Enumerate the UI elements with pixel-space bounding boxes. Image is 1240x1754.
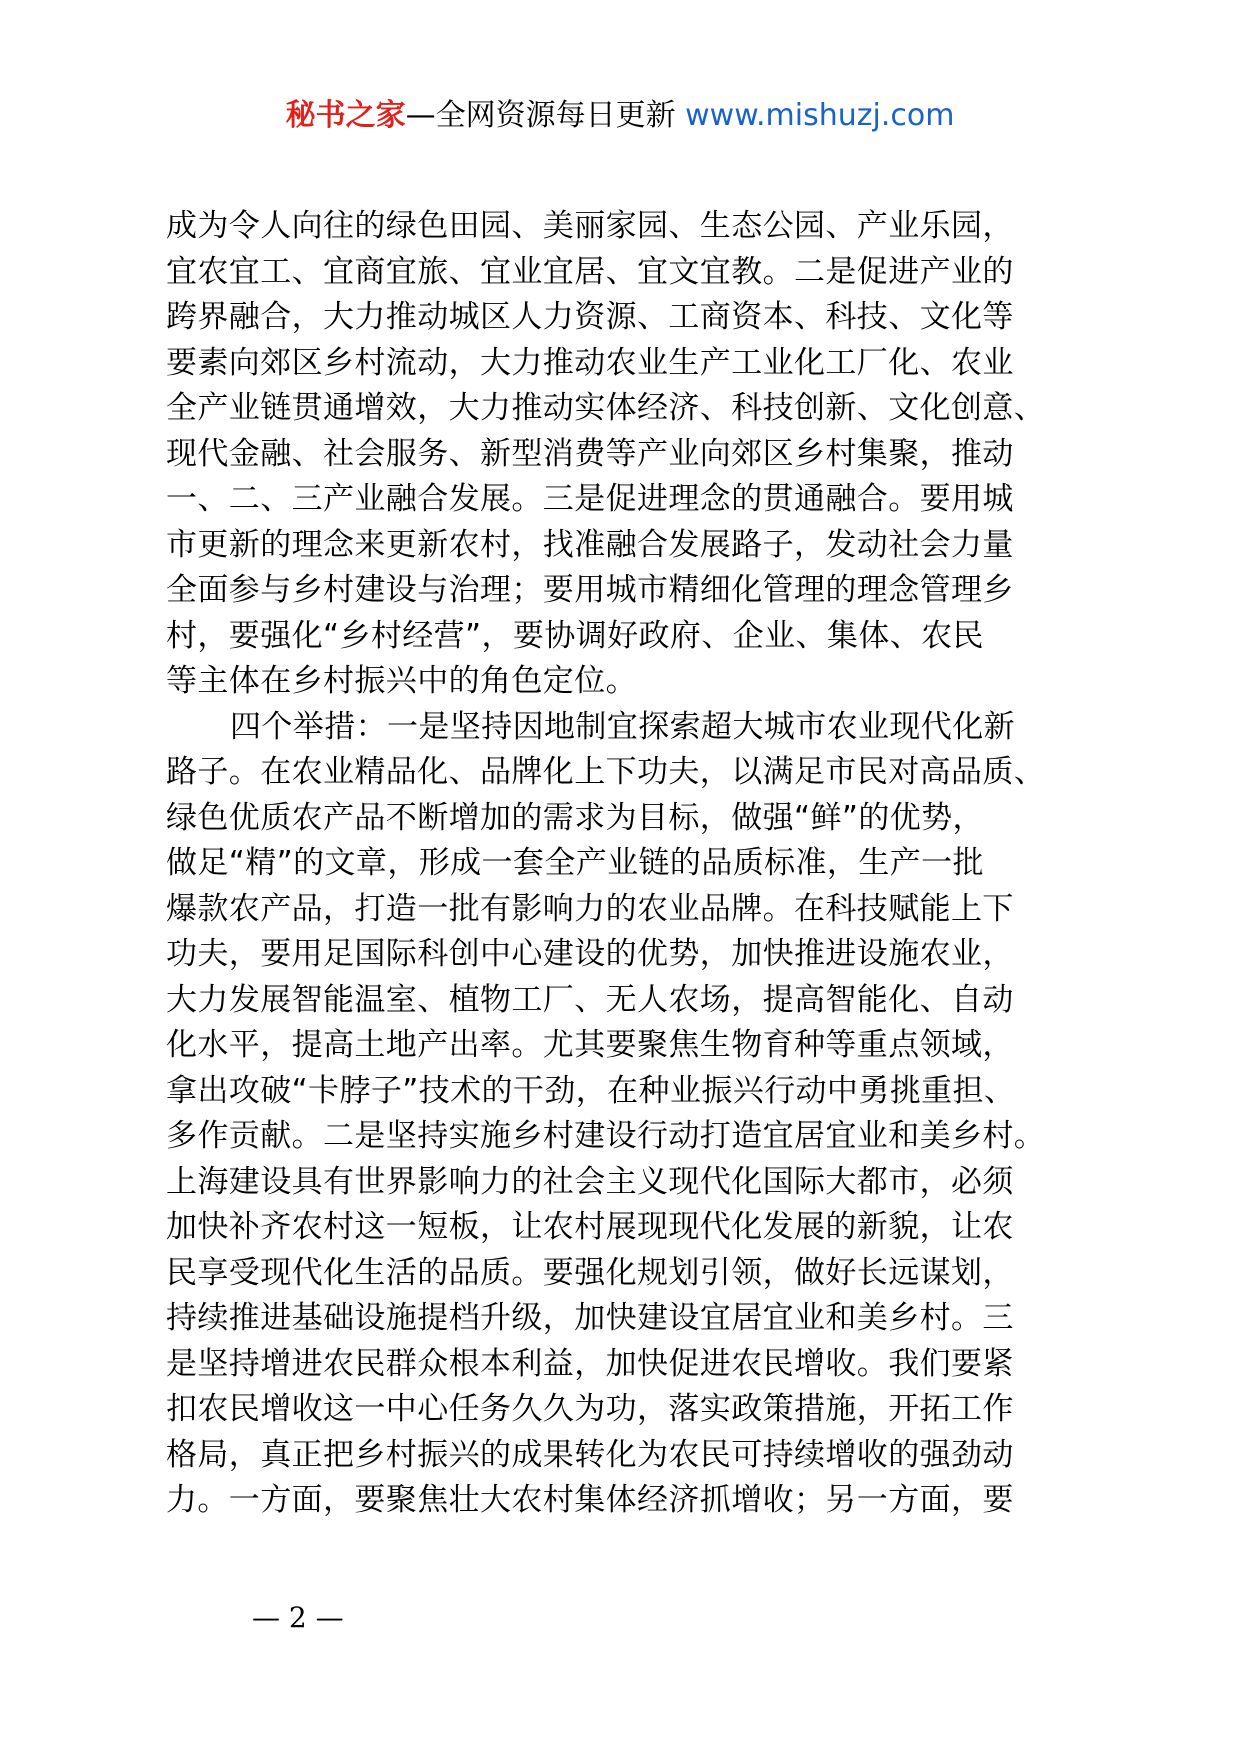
text-line: 加快补齐农村这一短板，让农村展现现代化发展的新貌，让农 bbox=[166, 1209, 1014, 1245]
text-line: 上海建设具有世界影响力的社会主义现代化国际大都市，必须 bbox=[166, 1163, 1014, 1200]
site-brand: 秘书之家 bbox=[285, 98, 406, 133]
text-line: 现代金融、社会服务、新型消费等产业向郊区乡村集聚，推动 bbox=[166, 435, 1014, 472]
text-line: 宜农宜工、宜商宜旅、宜业宜居、宜文宜教。二是促进产业的 bbox=[166, 253, 1014, 290]
text-line: 多作贡献。二是坚持实施乡村建设行动打造宜居宜业和美乡村。 bbox=[166, 1118, 1046, 1154]
site-tagline: —全网资源每日更新 bbox=[405, 98, 686, 133]
page-number: — 2 — bbox=[252, 1601, 344, 1634]
site-header bbox=[0, 96, 1240, 136]
text-line: 全面参与乡村建设与治理；要用城市精细化管理的理念管理乡 bbox=[166, 572, 1014, 608]
text-line: 绿色优质农产品不断增加的需求为目标，做强“鲜”的优势， bbox=[166, 799, 984, 836]
text-line: 扣农民增收这一中心任务久久为功，落实政策措施，开拓工作 bbox=[166, 1391, 1014, 1427]
text-line: 力。一方面，要聚焦壮大农村集体经济抓增收；另一方面，要 bbox=[166, 1482, 1014, 1518]
document-body bbox=[166, 204, 1086, 1524]
text-line: 做足“精”的文章，形成一套全产业链的品质标准，生产一批 bbox=[166, 845, 984, 881]
text-line: 成为令人向往的绿色田园、美丽家园、生态公园、产业乐园， bbox=[166, 208, 1014, 244]
text-line: 全产业链贯通增效，大力推动实体经济、科技创新、文化创意、 bbox=[166, 390, 1046, 426]
site-url-link[interactable]: www.mishuzj.com bbox=[685, 98, 955, 133]
text-line: 拿出攻破“卡脖子”技术的干劲，在种业振兴行动中勇挑重担、 bbox=[166, 1072, 1016, 1109]
text-line: 大力发展智能温室、植物工厂、无人农场，提高智能化、自动 bbox=[166, 981, 1014, 1018]
text-line: 要素向郊区乡村流动，大力推动农业生产工业化工厂化、农业 bbox=[166, 344, 1014, 381]
text-line: 是坚持增进农民群众根本利益，加快促进农民增收。我们要紧 bbox=[166, 1345, 1014, 1382]
text-line: 格局，真正把乡村振兴的成果转化为农民可持续增收的强劲动 bbox=[166, 1436, 1014, 1473]
text-line: 等主体在乡村振兴中的角色定位。 bbox=[166, 663, 637, 699]
text-line: 市更新的理念来更新农村，找准融合发展路子，发动社会力量 bbox=[166, 526, 1014, 563]
text-line: 村，要强化“乡村经营”，要协调好政府、企业、集体、农民 bbox=[166, 617, 984, 654]
text-line: 爆款农产品，打造一批有影响力的农业品牌。在科技赋能上下 bbox=[166, 890, 1014, 927]
text-line: 民享受现代化生活的品质。要强化规划引领，做好长远谋划， bbox=[166, 1254, 1014, 1291]
text-line: 跨界融合，大力推动城区人力资源、工商资本、科技、文化等 bbox=[166, 299, 1014, 335]
text-line: 路子。在农业精品化、品牌化上下功夫，以满足市民对高品质、 bbox=[166, 754, 1046, 790]
text-line: 化水平，提高土地产出率。尤其要聚焦生物育种等重点领域， bbox=[166, 1027, 1014, 1063]
text-line: 功夫，要用足国际科创中心建设的优势，加快推进设施农业， bbox=[166, 936, 1014, 972]
paragraph-start-line: 四个举措：一是坚持因地制宜探索超大城市农业现代化新 bbox=[230, 708, 1015, 745]
text-line: 持续推进基础设施提档升级，加快建设宜居宜业和美乡村。三 bbox=[166, 1300, 1014, 1336]
text-line: 一、二、三产业融合发展。三是促进理念的贯通融合。要用城 bbox=[166, 481, 1014, 517]
